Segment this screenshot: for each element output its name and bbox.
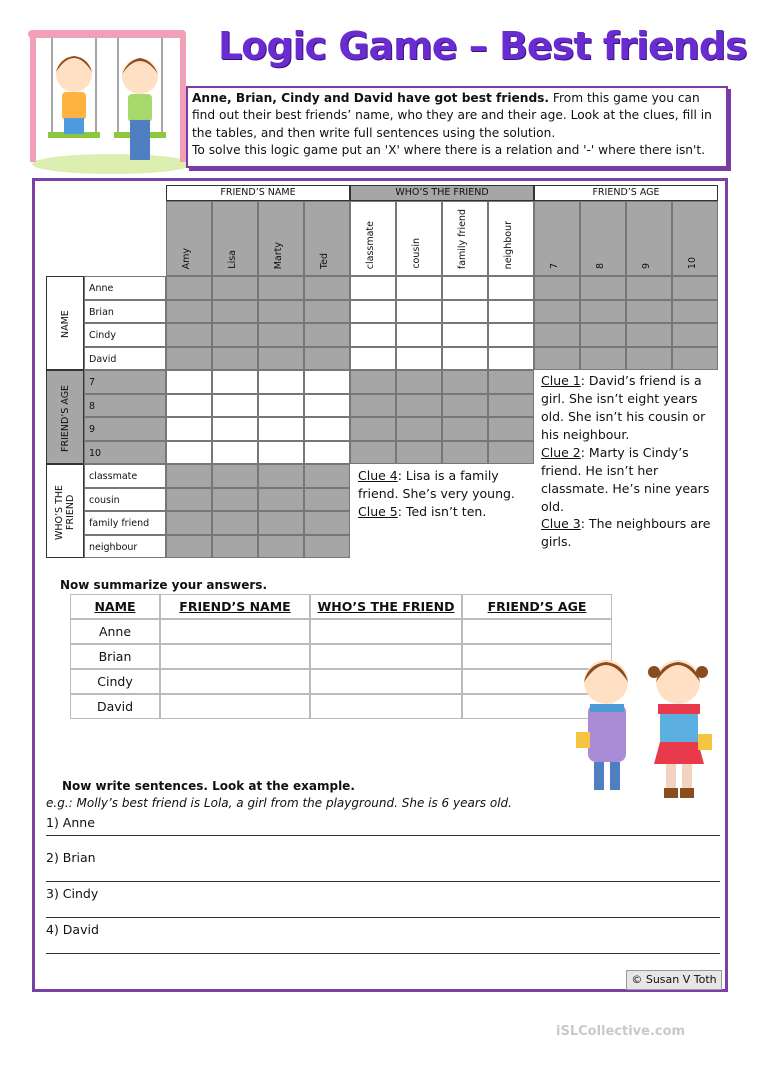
sentence-line-1[interactable]: 1) Anne xyxy=(46,815,720,836)
grid-answer-cell[interactable] xyxy=(442,276,488,300)
clue-4 xyxy=(358,467,518,503)
col-label-cell xyxy=(350,201,396,276)
grid-answer-cell[interactable] xyxy=(212,511,258,535)
summary-header: FRIEND’S AGE xyxy=(462,594,612,619)
kids-illustration xyxy=(568,652,718,808)
grid-answer-cell[interactable] xyxy=(212,441,258,465)
row-label: 10 xyxy=(84,441,166,465)
grid-answer-cell[interactable] xyxy=(258,488,304,512)
row-group-box xyxy=(46,464,84,558)
summary-header: NAME xyxy=(70,594,160,619)
grid-answer-cell[interactable] xyxy=(442,394,488,418)
grid-answer-cell[interactable] xyxy=(488,323,534,347)
grid-answer-cell[interactable] xyxy=(258,347,304,371)
grid-answer-cell[interactable] xyxy=(304,370,350,394)
clue-1-text: : David’s friend is a girl. She isn’t eight years old. She isn’t his cousin or his neighbour. xyxy=(541,373,706,442)
col-label: 9 xyxy=(641,262,652,269)
row-label: 9 xyxy=(84,417,166,441)
row-group-label: WHO’S THE FRIEND xyxy=(54,484,76,540)
grid-answer-cell[interactable] xyxy=(166,511,212,535)
grid-answer-cell[interactable] xyxy=(488,394,534,418)
intro-text xyxy=(192,90,722,160)
grid-answer-cell[interactable] xyxy=(212,417,258,441)
summary-header: FRIEND’S NAME xyxy=(160,594,310,619)
summary-row-name: Brian xyxy=(70,644,160,669)
row-label: Cindy xyxy=(84,323,166,347)
col-label: Lisa xyxy=(227,250,238,269)
summary-answer-cell[interactable] xyxy=(160,669,310,694)
grid-answer-cell[interactable] xyxy=(304,300,350,324)
grid-answer-cell[interactable] xyxy=(258,323,304,347)
grid-answer-cell[interactable] xyxy=(304,441,350,465)
example-sentence xyxy=(46,796,512,810)
grid-answer-cell[interactable] xyxy=(442,417,488,441)
col-label-cell xyxy=(258,201,304,276)
grid-answer-cell[interactable] xyxy=(304,276,350,300)
grid-answer-cell[interactable] xyxy=(626,300,672,324)
grid-answer-cell[interactable] xyxy=(166,464,212,488)
grid-answer-cell[interactable] xyxy=(258,417,304,441)
col-label-cell xyxy=(442,201,488,276)
col-group-header: FRIEND’S AGE xyxy=(534,185,718,201)
clue-4-label: Clue 4 xyxy=(358,468,398,483)
col-label-cell xyxy=(212,201,258,276)
grid-answer-cell[interactable] xyxy=(442,441,488,465)
grid-answer-cell[interactable] xyxy=(304,417,350,441)
row-group-label: FRIEND’S AGE xyxy=(60,384,71,452)
grid-answer-cell[interactable] xyxy=(166,535,212,559)
grid-answer-cell[interactable] xyxy=(166,347,212,371)
summary-answer-cell[interactable] xyxy=(160,644,310,669)
col-group-header: WHO’S THE FRIEND xyxy=(350,185,534,201)
grid-answer-cell[interactable] xyxy=(166,276,212,300)
grid-answer-cell[interactable] xyxy=(212,464,258,488)
watermark: iSLCollective.com xyxy=(556,1024,686,1039)
grid-answer-cell[interactable] xyxy=(580,347,626,371)
grid-answer-cell[interactable] xyxy=(534,276,580,300)
col-label-cell xyxy=(304,201,350,276)
copyright-badge: © Susan V Toth xyxy=(626,970,722,990)
sentences-title: Now write sentences. Look at the example. xyxy=(62,779,355,793)
col-label: classmate xyxy=(365,220,376,269)
grid-answer-cell[interactable] xyxy=(212,347,258,371)
grid-answer-cell[interactable] xyxy=(396,417,442,441)
grid-answer-cell[interactable] xyxy=(166,370,212,394)
grid-answer-cell[interactable] xyxy=(258,370,304,394)
grid-answer-cell[interactable] xyxy=(304,464,350,488)
grid-answer-cell[interactable] xyxy=(488,441,534,465)
grid-answer-cell[interactable] xyxy=(258,464,304,488)
grid-answer-cell[interactable] xyxy=(212,394,258,418)
grid-answer-cell[interactable] xyxy=(304,511,350,535)
grid-answer-cell[interactable] xyxy=(304,488,350,512)
grid-answer-cell[interactable] xyxy=(488,276,534,300)
col-label-cell xyxy=(672,201,718,276)
grid-answer-cell[interactable] xyxy=(672,347,718,371)
grid-answer-cell[interactable] xyxy=(396,441,442,465)
grid-answer-cell[interactable] xyxy=(166,300,212,324)
grid-answer-cell[interactable] xyxy=(212,535,258,559)
grid-answer-cell[interactable] xyxy=(580,323,626,347)
grid-answer-cell[interactable] xyxy=(166,394,212,418)
grid-answer-cell[interactable] xyxy=(396,276,442,300)
summary-row-name: Cindy xyxy=(70,669,160,694)
grid-answer-cell[interactable] xyxy=(534,323,580,347)
grid-answer-cell[interactable] xyxy=(258,535,304,559)
grid-answer-cell[interactable] xyxy=(304,535,350,559)
grid-answer-cell[interactable] xyxy=(442,370,488,394)
grid-answer-cell[interactable] xyxy=(212,300,258,324)
example-prefix: e.g. xyxy=(46,796,69,810)
grid-answer-cell[interactable] xyxy=(166,417,212,441)
grid-answer-cell[interactable] xyxy=(212,276,258,300)
intro-body: From this game you can find out their best friends’ name, who they are and their age. Look at the clues, fill in the tables, and then write full sentences using the solution. xyxy=(192,91,712,140)
grid-answer-cell[interactable] xyxy=(672,323,718,347)
clue-3-label: Clue 3 xyxy=(541,516,581,531)
grid-answer-cell[interactable] xyxy=(350,300,396,324)
grid-answer-cell[interactable] xyxy=(534,347,580,371)
col-label-cell xyxy=(396,201,442,276)
grid-answer-cell[interactable] xyxy=(350,323,396,347)
row-label: 7 xyxy=(84,370,166,394)
col-label: neighbour xyxy=(503,220,514,269)
grid-answer-cell[interactable] xyxy=(580,276,626,300)
summary-answer-cell[interactable] xyxy=(462,619,612,644)
grid-answer-cell[interactable] xyxy=(350,441,396,465)
summary-answer-cell[interactable] xyxy=(310,669,462,694)
clue-3-text: : The neighbours are girls. xyxy=(541,516,711,549)
grid-answer-cell[interactable] xyxy=(304,323,350,347)
grid-answer-cell[interactable] xyxy=(258,394,304,418)
row-label: neighbour xyxy=(84,535,166,559)
col-label-cell xyxy=(580,201,626,276)
col-label-cell xyxy=(534,201,580,276)
row-label: classmate xyxy=(84,464,166,488)
grid-answer-cell[interactable] xyxy=(396,300,442,324)
grid-answer-cell[interactable] xyxy=(258,276,304,300)
grid-answer-cell[interactable] xyxy=(442,347,488,371)
grid-answer-cell[interactable] xyxy=(626,347,672,371)
grid-answer-cell[interactable] xyxy=(350,394,396,418)
swing-illustration xyxy=(22,24,192,174)
grid-answer-cell[interactable] xyxy=(304,394,350,418)
clue-5 xyxy=(358,503,518,521)
clue-2-text: : Marty is Cindy’s friend. He isn’t her classmate. He’s nine years old. xyxy=(541,445,710,514)
summary-answer-cell[interactable] xyxy=(160,694,310,719)
clue-2 xyxy=(541,444,711,516)
intro-bold: Anne, Brian, Cindy and David have got best friends. xyxy=(192,91,550,105)
row-label: 8 xyxy=(84,394,166,418)
summary-row-name: Anne xyxy=(70,619,160,644)
col-label: 7 xyxy=(549,262,560,269)
summary-answer-cell[interactable] xyxy=(310,644,462,669)
col-label: cousin xyxy=(411,238,422,269)
grid-answer-cell[interactable] xyxy=(626,323,672,347)
grid-answer-cell[interactable] xyxy=(488,370,534,394)
clue-2-label: Clue 2 xyxy=(541,445,581,460)
grid-answer-cell[interactable] xyxy=(396,323,442,347)
sentence-line-3[interactable]: 3) Cindy xyxy=(46,886,720,918)
grid-answer-cell[interactable] xyxy=(258,441,304,465)
row-group-box xyxy=(46,370,84,464)
grid-answer-cell[interactable] xyxy=(488,347,534,371)
clue-1-label: Clue 1 xyxy=(541,373,581,388)
grid-answer-cell[interactable] xyxy=(350,276,396,300)
row-label: David xyxy=(84,347,166,371)
col-label-cell xyxy=(488,201,534,276)
grid-answer-cell[interactable] xyxy=(626,276,672,300)
col-label: Ted xyxy=(319,252,330,269)
col-group-header: FRIEND’S NAME xyxy=(166,185,350,201)
grid-answer-cell[interactable] xyxy=(350,417,396,441)
grid-answer-cell[interactable] xyxy=(534,300,580,324)
grid-answer-cell[interactable] xyxy=(258,511,304,535)
grid-answer-cell[interactable] xyxy=(580,300,626,324)
grid-answer-cell[interactable] xyxy=(166,488,212,512)
grid-answer-cell[interactable] xyxy=(442,323,488,347)
clue-5-text: : Ted isn’t ten. xyxy=(397,504,487,519)
intro-instructions: To solve this logic game put an 'X' where there is a relation and '-' where there isn't. xyxy=(192,143,706,158)
grid-answer-cell[interactable] xyxy=(396,347,442,371)
row-group-label: NAME xyxy=(60,310,71,338)
sentence-line-2[interactable]: 2) Brian xyxy=(46,850,720,882)
grid-answer-cell[interactable] xyxy=(488,300,534,324)
grid-answer-cell[interactable] xyxy=(258,300,304,324)
example-text: : Molly’s best friend is Lola, a girl from the playground. She is 6 years old. xyxy=(68,796,512,810)
row-label: Anne xyxy=(84,276,166,300)
clue-4-text: : Lisa is a family friend. She’s very young. xyxy=(358,468,515,501)
summary-title: Now summarize your answers. xyxy=(60,578,268,592)
grid-answer-cell[interactable] xyxy=(212,370,258,394)
sentence-line-4[interactable]: 4) David xyxy=(46,922,720,954)
summary-answer-cell[interactable] xyxy=(310,694,462,719)
col-label: Amy xyxy=(181,247,192,269)
col-label: 10 xyxy=(687,256,698,269)
row-label: family friend xyxy=(84,511,166,535)
grid-answer-cell[interactable] xyxy=(212,323,258,347)
grid-answer-cell[interactable] xyxy=(350,370,396,394)
grid-answer-cell[interactable] xyxy=(672,300,718,324)
page-title: Logic Game – Best friends xyxy=(218,24,747,68)
col-label: family friend xyxy=(457,208,468,269)
grid-answer-cell[interactable] xyxy=(396,370,442,394)
grid-answer-cell[interactable] xyxy=(396,394,442,418)
row-label: cousin xyxy=(84,488,166,512)
row-label: Brian xyxy=(84,300,166,324)
summary-answer-cell[interactable] xyxy=(160,619,310,644)
clue-1 xyxy=(541,372,711,444)
col-label-cell xyxy=(626,201,672,276)
grid-answer-cell[interactable] xyxy=(166,323,212,347)
col-label: 8 xyxy=(595,262,606,269)
grid-answer-cell[interactable] xyxy=(488,417,534,441)
summary-answer-cell[interactable] xyxy=(310,619,462,644)
row-group-box xyxy=(46,276,84,370)
grid-answer-cell[interactable] xyxy=(166,441,212,465)
grid-answer-cell[interactable] xyxy=(442,300,488,324)
grid-answer-cell[interactable] xyxy=(304,347,350,371)
summary-row-name: David xyxy=(70,694,160,719)
grid-answer-cell[interactable] xyxy=(672,276,718,300)
clue-3 xyxy=(541,515,711,551)
grid-answer-cell[interactable] xyxy=(212,488,258,512)
summary-header: WHO’S THE FRIEND xyxy=(310,594,462,619)
grid-answer-cell[interactable] xyxy=(350,347,396,371)
col-label-cell xyxy=(166,201,212,276)
clue-5-label: Clue 5 xyxy=(358,504,398,519)
col-label: Marty xyxy=(273,241,284,269)
